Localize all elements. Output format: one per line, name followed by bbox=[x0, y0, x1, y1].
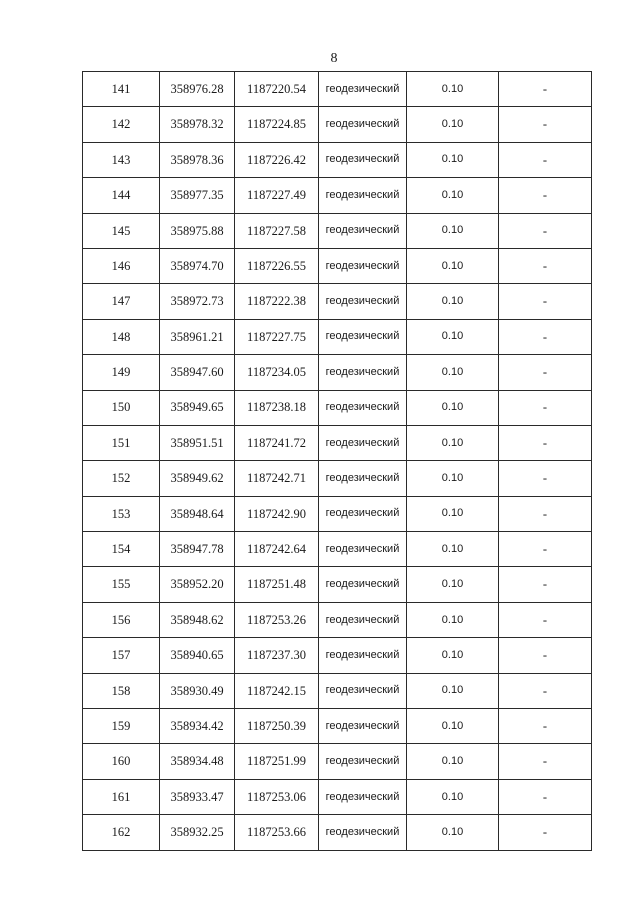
point-number-cell: 149 bbox=[83, 355, 160, 390]
accuracy-cell: 0.10 bbox=[407, 496, 499, 531]
description-cell: - bbox=[499, 248, 592, 283]
x-coordinate-cell: 358934.48 bbox=[160, 744, 235, 779]
description-cell: - bbox=[499, 213, 592, 248]
point-number-cell: 145 bbox=[83, 213, 160, 248]
table-row bbox=[83, 213, 592, 248]
point-number-cell: 156 bbox=[83, 602, 160, 637]
method-cell: геодезический bbox=[319, 709, 407, 744]
y-coordinate-cell: 1187220.54 bbox=[235, 72, 319, 107]
x-coordinate-cell: 358947.78 bbox=[160, 532, 235, 567]
x-coordinate-cell: 358949.65 bbox=[160, 390, 235, 425]
table-row bbox=[83, 72, 592, 107]
accuracy-cell: 0.10 bbox=[407, 709, 499, 744]
table-row bbox=[83, 425, 592, 460]
method-cell: геодезический bbox=[319, 390, 407, 425]
table-row bbox=[83, 709, 592, 744]
x-coordinate-cell: 358974.70 bbox=[160, 248, 235, 283]
table-row bbox=[83, 390, 592, 425]
description-cell: - bbox=[499, 425, 592, 460]
table-row bbox=[83, 532, 592, 567]
y-coordinate-cell: 1187253.26 bbox=[235, 602, 319, 637]
x-coordinate-cell: 358948.64 bbox=[160, 496, 235, 531]
table-row bbox=[83, 178, 592, 213]
table-row bbox=[83, 461, 592, 496]
description-cell: - bbox=[499, 355, 592, 390]
x-coordinate-cell: 358947.60 bbox=[160, 355, 235, 390]
point-number-cell: 158 bbox=[83, 673, 160, 708]
y-coordinate-cell: 1187251.48 bbox=[235, 567, 319, 602]
x-coordinate-cell: 358951.51 bbox=[160, 425, 235, 460]
x-coordinate-cell: 358949.62 bbox=[160, 461, 235, 496]
x-coordinate-cell: 358978.36 bbox=[160, 142, 235, 177]
accuracy-cell: 0.10 bbox=[407, 284, 499, 319]
table-row bbox=[83, 744, 592, 779]
accuracy-cell: 0.10 bbox=[407, 532, 499, 567]
accuracy-cell: 0.10 bbox=[407, 602, 499, 637]
x-coordinate-cell: 358978.32 bbox=[160, 107, 235, 142]
accuracy-cell: 0.10 bbox=[407, 142, 499, 177]
accuracy-cell: 0.10 bbox=[407, 744, 499, 779]
accuracy-cell: 0.10 bbox=[407, 213, 499, 248]
point-number-cell: 159 bbox=[83, 709, 160, 744]
accuracy-cell: 0.10 bbox=[407, 72, 499, 107]
method-cell: геодезический bbox=[319, 178, 407, 213]
y-coordinate-cell: 1187227.49 bbox=[235, 178, 319, 213]
x-coordinate-cell: 358975.88 bbox=[160, 213, 235, 248]
y-coordinate-cell: 1187222.38 bbox=[235, 284, 319, 319]
description-cell: - bbox=[499, 461, 592, 496]
point-number-cell: 143 bbox=[83, 142, 160, 177]
method-cell: геодезический bbox=[319, 779, 407, 814]
table-row bbox=[83, 673, 592, 708]
point-number-cell: 150 bbox=[83, 390, 160, 425]
point-number-cell: 146 bbox=[83, 248, 160, 283]
x-coordinate-cell: 358952.20 bbox=[160, 567, 235, 602]
table-row bbox=[83, 284, 592, 319]
description-cell: - bbox=[499, 602, 592, 637]
point-number-cell: 151 bbox=[83, 425, 160, 460]
y-coordinate-cell: 1187242.90 bbox=[235, 496, 319, 531]
point-number-cell: 148 bbox=[83, 319, 160, 354]
method-cell: геодезический bbox=[319, 355, 407, 390]
point-number-cell: 162 bbox=[83, 815, 160, 850]
table-row bbox=[83, 107, 592, 142]
y-coordinate-cell: 1187226.55 bbox=[235, 248, 319, 283]
accuracy-cell: 0.10 bbox=[407, 319, 499, 354]
accuracy-cell: 0.10 bbox=[407, 779, 499, 814]
method-cell: геодезический bbox=[319, 248, 407, 283]
method-cell: геодезический bbox=[319, 602, 407, 637]
accuracy-cell: 0.10 bbox=[407, 178, 499, 213]
point-number-cell: 157 bbox=[83, 638, 160, 673]
table-row bbox=[83, 496, 592, 531]
x-coordinate-cell: 358930.49 bbox=[160, 673, 235, 708]
x-coordinate-cell: 358977.35 bbox=[160, 178, 235, 213]
y-coordinate-cell: 1187242.71 bbox=[235, 461, 319, 496]
accuracy-cell: 0.10 bbox=[407, 638, 499, 673]
table-body bbox=[83, 72, 592, 851]
point-number-cell: 144 bbox=[83, 178, 160, 213]
accuracy-cell: 0.10 bbox=[407, 107, 499, 142]
method-cell: геодезический bbox=[319, 567, 407, 602]
description-cell: - bbox=[499, 673, 592, 708]
x-coordinate-cell: 358948.62 bbox=[160, 602, 235, 637]
y-coordinate-cell: 1187226.42 bbox=[235, 142, 319, 177]
point-number-cell: 153 bbox=[83, 496, 160, 531]
accuracy-cell: 0.10 bbox=[407, 425, 499, 460]
method-cell: геодезический bbox=[319, 425, 407, 460]
x-coordinate-cell: 358940.65 bbox=[160, 638, 235, 673]
method-cell: геодезический bbox=[319, 496, 407, 531]
description-cell: - bbox=[499, 638, 592, 673]
accuracy-cell: 0.10 bbox=[407, 248, 499, 283]
point-number-cell: 142 bbox=[83, 107, 160, 142]
method-cell: геодезический bbox=[319, 284, 407, 319]
description-cell: - bbox=[499, 496, 592, 531]
y-coordinate-cell: 1187242.15 bbox=[235, 673, 319, 708]
method-cell: геодезический bbox=[319, 213, 407, 248]
y-coordinate-cell: 1187241.72 bbox=[235, 425, 319, 460]
table-row bbox=[83, 355, 592, 390]
y-coordinate-cell: 1187237.30 bbox=[235, 638, 319, 673]
description-cell: - bbox=[499, 815, 592, 850]
y-coordinate-cell: 1187227.75 bbox=[235, 319, 319, 354]
table-row bbox=[83, 815, 592, 850]
table-row bbox=[83, 602, 592, 637]
description-cell: - bbox=[499, 284, 592, 319]
x-coordinate-cell: 358934.42 bbox=[160, 709, 235, 744]
method-cell: геодезический bbox=[319, 72, 407, 107]
table-row bbox=[83, 142, 592, 177]
y-coordinate-cell: 1187234.05 bbox=[235, 355, 319, 390]
y-coordinate-cell: 1187253.06 bbox=[235, 779, 319, 814]
point-number-cell: 155 bbox=[83, 567, 160, 602]
y-coordinate-cell: 1187224.85 bbox=[235, 107, 319, 142]
y-coordinate-cell: 1187238.18 bbox=[235, 390, 319, 425]
description-cell: - bbox=[499, 532, 592, 567]
method-cell: геодезический bbox=[319, 319, 407, 354]
table-row bbox=[83, 638, 592, 673]
point-number-cell: 141 bbox=[83, 72, 160, 107]
description-cell: - bbox=[499, 744, 592, 779]
description-cell: - bbox=[499, 142, 592, 177]
point-number-cell: 147 bbox=[83, 284, 160, 319]
table-row bbox=[83, 779, 592, 814]
x-coordinate-cell: 358932.25 bbox=[160, 815, 235, 850]
method-cell: геодезический bbox=[319, 815, 407, 850]
description-cell: - bbox=[499, 390, 592, 425]
y-coordinate-cell: 1187250.39 bbox=[235, 709, 319, 744]
accuracy-cell: 0.10 bbox=[407, 815, 499, 850]
description-cell: - bbox=[499, 567, 592, 602]
accuracy-cell: 0.10 bbox=[407, 390, 499, 425]
y-coordinate-cell: 1187251.99 bbox=[235, 744, 319, 779]
description-cell: - bbox=[499, 107, 592, 142]
method-cell: геодезический bbox=[319, 532, 407, 567]
method-cell: геодезический bbox=[319, 142, 407, 177]
point-number-cell: 154 bbox=[83, 532, 160, 567]
accuracy-cell: 0.10 bbox=[407, 673, 499, 708]
x-coordinate-cell: 358972.73 bbox=[160, 284, 235, 319]
accuracy-cell: 0.10 bbox=[407, 355, 499, 390]
accuracy-cell: 0.10 bbox=[407, 567, 499, 602]
description-cell: - bbox=[499, 178, 592, 213]
description-cell: - bbox=[499, 72, 592, 107]
point-number-cell: 152 bbox=[83, 461, 160, 496]
table-row bbox=[83, 567, 592, 602]
point-number-cell: 161 bbox=[83, 779, 160, 814]
y-coordinate-cell: 1187253.66 bbox=[235, 815, 319, 850]
coordinates-table bbox=[82, 71, 592, 851]
page-number: 8 bbox=[330, 51, 338, 66]
description-cell: - bbox=[499, 779, 592, 814]
accuracy-cell: 0.10 bbox=[407, 461, 499, 496]
x-coordinate-cell: 358933.47 bbox=[160, 779, 235, 814]
y-coordinate-cell: 1187227.58 bbox=[235, 213, 319, 248]
table-row bbox=[83, 248, 592, 283]
description-cell: - bbox=[499, 709, 592, 744]
method-cell: геодезический bbox=[319, 673, 407, 708]
x-coordinate-cell: 358961.21 bbox=[160, 319, 235, 354]
x-coordinate-cell: 358976.28 bbox=[160, 72, 235, 107]
point-number-cell: 160 bbox=[83, 744, 160, 779]
table-row bbox=[83, 319, 592, 354]
description-cell: - bbox=[499, 319, 592, 354]
method-cell: геодезический bbox=[319, 107, 407, 142]
method-cell: геодезический bbox=[319, 461, 407, 496]
y-coordinate-cell: 1187242.64 bbox=[235, 532, 319, 567]
method-cell: геодезический bbox=[319, 638, 407, 673]
method-cell: геодезический bbox=[319, 744, 407, 779]
